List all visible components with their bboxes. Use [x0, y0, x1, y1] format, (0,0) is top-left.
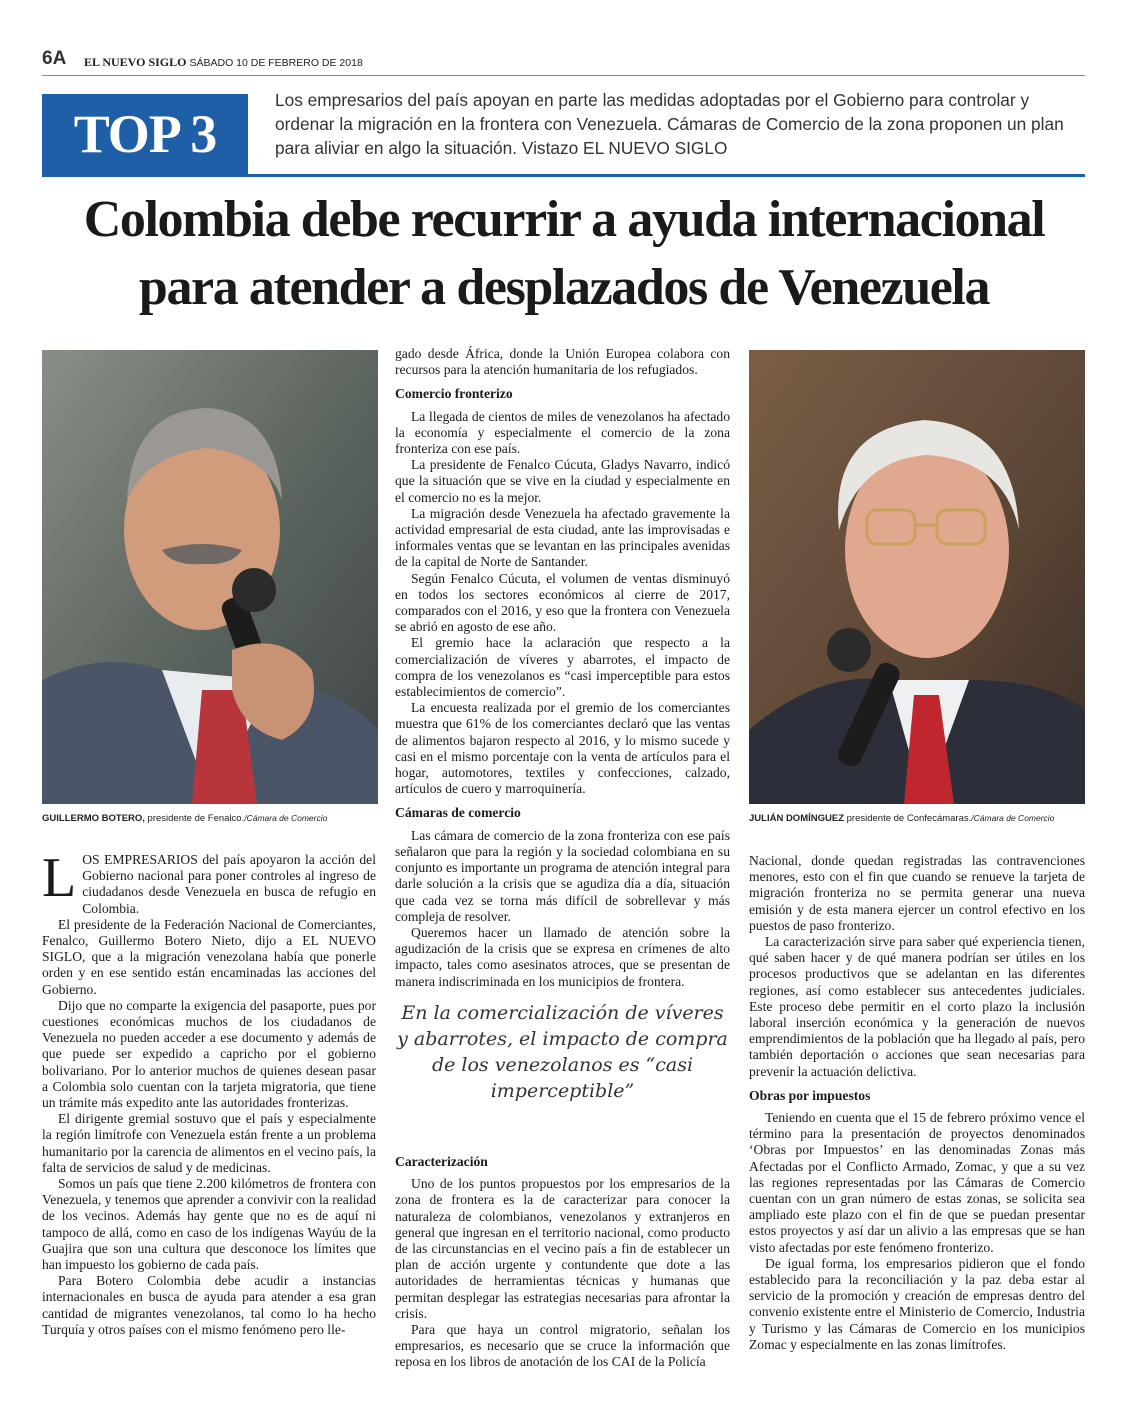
subheading-camaras-de-comercio: Cámaras de comercio	[395, 805, 521, 821]
subheading-caracterizacion: Caracterización	[395, 1154, 488, 1169]
paragraph: El dirigente gremial sostuvo que el país y especialmente la región limítrofe con Venezuela están frente a un problema humanitario por la carencia de alimentos en el vecino país, la falta de servicios de salud y de medicinas.	[42, 1111, 376, 1175]
paragraph: Dijo que no comparte la exigencia del pasaporte, pues por cuestiones económicas muchos de los ciudadanos de Venezuela no pueden acceder a ese documento y además de que puede ser expedido a capricho por el gobierno bolivariano. Por lo anterior muchos de quienes desean pasar a Colombia solo cuentan con la tarjeta migratoria, que tiene un trámite más expedito ante las autoridades fronterizas.	[42, 997, 376, 1111]
dropcap: L	[42, 847, 77, 909]
paragraph: El gremio hace la aclaración que respecto a la comercialización de víveres y abarrotes, el impacto de compra de los venezolanos es “casi imperceptible para estos establecimientos de comercio”.	[395, 635, 730, 700]
top3-badge: TOP 3	[42, 94, 248, 174]
top3-summary: Los empresarios del país apoyan en parte las medidas adoptadas por el Gobierno para controlar y ordenar la migración en la frontera con Venezuela. Cámaras de Comercio de la zona proponen un plan para aliviar en algo la situación. Vistazo EL NUEVO SIGLO	[275, 90, 1064, 158]
paragraph: La llegada de cientos de miles de venezolanos ha afectado la economía y especialmente el comercio de la zona fronteriza con ese país.	[395, 408, 730, 457]
portrait-illustration-left	[42, 350, 378, 804]
article-column-right	[749, 853, 1085, 1353]
masthead	[84, 55, 363, 70]
photo-caption-left	[42, 812, 378, 825]
paragraph: Teniendo en cuenta que el 15 de febrero próximo vence el término para la presentación de proyectos denominados ‘Obras por Impuestos’ en las denominadas Zonas más Afectadas por el Conflicto Armado, Zomac, y que a su vez las regiones representadas por las Cámaras de Comercio cuentan con un gran número de estas zonas, se solicita sea ampliado este plazo con el fin de que se puedan presentar estos proyectos y así dar un alivio a las empresas que se han visto afectadas por este fenómeno fronterizo.	[749, 1110, 1085, 1255]
caption-right-role: presidente de Confecámaras.	[844, 813, 972, 824]
paragraph: De igual forma, los empresarios pidieron que el fondo establecido para la reconciliación y la paz deba estar al servicio de la promoción y creación de empresas dentro del convenio existente entre el Ministerio de Comercio, Industria y Turismo y las Cámaras de Comercio en los municipios Zomac y especialmente en las zonas limítrofes.	[749, 1255, 1085, 1352]
article-column-middle-bottom	[395, 1146, 730, 1371]
article-column-middle	[395, 346, 730, 990]
paragraph: El presidente de la Federación Nacional de Comerciantes, Fenalco, Guillermo Botero Nieto, dijo a EL NUEVO SIGLO, que a la migración venezolana había que ponerle orden y en ese sentido están encaminadas las acciones del Gobierno.	[42, 916, 376, 997]
page-number: 6A	[42, 48, 67, 69]
lead-paragraph: LOS EMPRESARIOS del país apoyaron la acción del Gobierno nacional para poner controles al ingreso de ciudadanos desde Venezuela en busca de refugio en Colombia.	[42, 847, 376, 916]
headline-line-1: Colombia debe recurrir a ayuda internacional	[83, 191, 1045, 248]
paragraph: La migración desde Venezuela ha afectado gravemente la actividad empresarial de esta ciudad, ante las improvisadas e informales ventas que se levantan en las principales avenidas de la capital de Norte de Santander.	[395, 505, 730, 570]
photo-guillermo-botero	[42, 350, 378, 804]
publication-date: SÁBADO 10 DE FEBRERO DE 2018	[189, 57, 363, 69]
subheading-obras-por-impuestos: Obras por impuestos	[749, 1087, 871, 1103]
caption-left-name: GUILLERMO BOTERO,	[42, 813, 145, 824]
paragraph: Queremos hacer un llamado de atención sobre la agudización de la crisis que se expresa en crímenes de alto impacto, tales como asesinatos atroces, que se presentan de manera indiscriminada en los municipios de frontera.	[395, 924, 730, 989]
headline	[34, 186, 1094, 322]
paragraph: gado desde África, donde la Unión Europea colabora con recursos para la atención humanitaria de los refugiados.	[395, 346, 730, 378]
photo-caption-right	[749, 812, 1085, 825]
header-divider	[42, 75, 1085, 76]
paragraph: Las cámara de comercio de la zona fronteriza con ese país señalaron que para la región y la sociedad colombiana en su conjunto es importante un programa de atención integral para darle solución a la crisis que se agudiza día a día, situación que cada vez se torna más difícil de sobrellevar y más compleja de resolver.	[395, 827, 730, 924]
paragraph: Para Botero Colombia debe acudir a instancias internacionales en busca de ayuda para atender a esa gran cantidad de migrantes venezolanos, tal como lo ha hecho Turquía y otros países con el mismo fenómeno pero lle-	[42, 1273, 376, 1337]
portrait-illustration-right	[749, 350, 1085, 804]
subheading-comercio-fronterizo: Comercio fronterizo	[395, 386, 513, 402]
caption-left-credit: /Cámara de Comercio	[244, 813, 328, 823]
paragraph: Uno de los puntos propuestos por los empresarios de la zona de frontera es la de caracterizar para conocer la naturaleza de colombianos, venezolanos y extranjeros en general que ingresan en el territorio nacional, como producto de las circunstancias en el vecino país a fin de establecer un plan de acción urgente y contundente que dote a las autoridades de herramientas técnicas y humanas que permitan desplegar las estrategias necesarias para afrontar la crisis.	[395, 1176, 730, 1321]
paragraph: Para que haya un control migratorio, señalan los empresarios, es necesario que se cruce la información que reposa en los libros de anotación de los CAI de la Policía	[395, 1322, 730, 1370]
paragraph: Según Fenalco Cúcuta, el volumen de ventas disminuyó en todos los sectores económicos al cierre de 2017, comparados con el 2016, y eso que la frontera con Venezuela se abrió en agosto de ese año.	[395, 570, 730, 635]
caption-right-name: JULIÁN DOMÍNGUEZ	[749, 813, 844, 824]
headline-line-2: para atender a desplazados de Venezuela	[138, 259, 990, 316]
top3-divider	[42, 174, 1085, 177]
paragraph: La caracterización sirve para saber qué experiencia tienen, qué saben hacer y de qué manera podrían ser útiles en los procesos productivos que se adelantan en las diferentes regiones, así como establecer sus antecedentes judiciales. Este proceso debe permitir en el corto plazo la inclusión laboral inserción económica y la generación de nuevos emprendimientos de la población que ha llegado al país, pero también deportación o acciones que sean necesarias para prevenir la actuación delictiva.	[749, 934, 1085, 1079]
paragraph: La encuesta realizada por el gremio de los comerciantes muestra que 61% de los comerciantes declaró que las ventas de alimentos bajaron respecto al 2016, y lo mismo sucede y casi en el mismo porcentaje con la venta de artículos para el hogar, automotores, textiles y confecciones, calzado, artículos de cuero y marroquinería.	[395, 700, 730, 797]
caption-right-credit: /Cámara de Comercio	[971, 813, 1055, 823]
paragraph: Nacional, donde quedan registradas las contravenciones menores, esto con el fin que cuando se renueve la tarjeta de migración fronteriza no se permita generar una nueva emisión y de esta manera ejercer un control efectivo en los puestos de paso fronterizo.	[749, 853, 1085, 933]
paragraph: La presidente de Fenalco Cúcuta, Gladys Navarro, indicó que la situación que se vive en la ciudad y especialmente en el comercio no es la mejor.	[395, 457, 730, 505]
photo-julian-dominguez	[749, 350, 1085, 804]
article-column-left	[42, 847, 376, 1338]
pull-quote: En la comercialización de víveres y abarrotes, el impacto de compra de los venezolanos es “casi imperceptible”	[397, 1002, 728, 1102]
caption-left-role: presidente de Fenalco.	[144, 813, 245, 824]
paragraph: Somos un país que tiene 2.200 kilómetros de frontera con Venezuela, y tenemos que aprender a convivir con la realidad de los vecinos. Además hay gente que no es de aquí ni tampoco de allá, como en caso de los indígenas Wayúu de la Guajira que son una cultura que desconoce los límites que han impuesto los gobierno de cada país.	[42, 1176, 376, 1273]
publication-name: EL NUEVO SIGLO	[84, 55, 187, 69]
